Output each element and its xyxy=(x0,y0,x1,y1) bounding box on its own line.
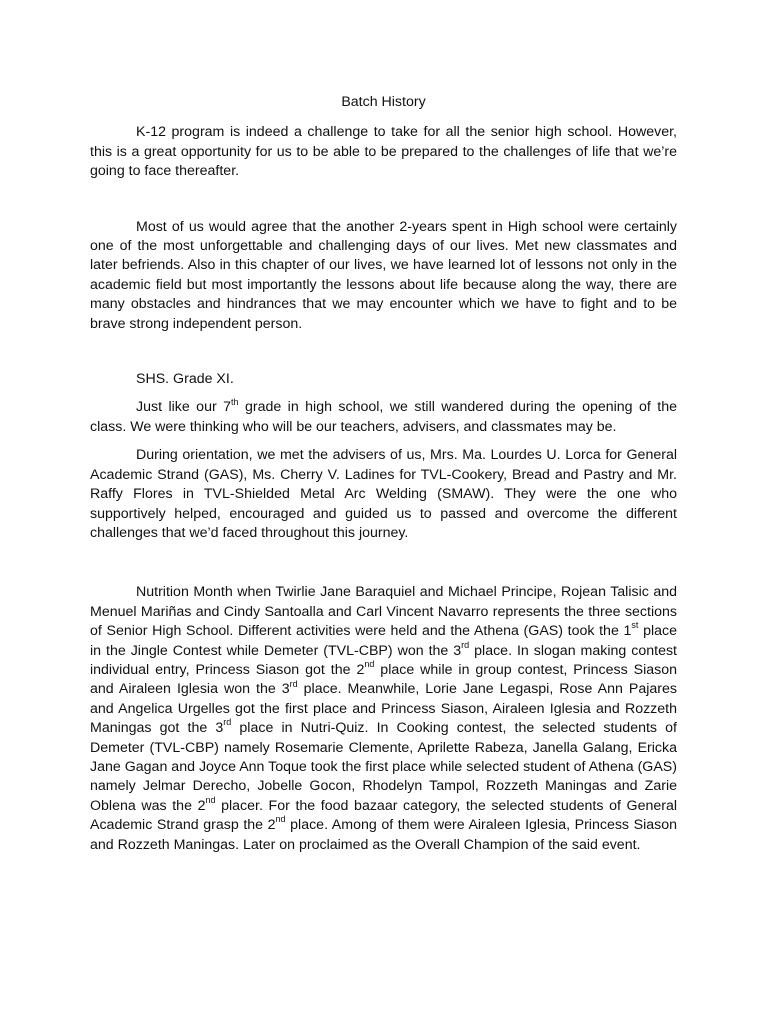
superscript: th xyxy=(231,396,239,407)
spacer xyxy=(90,543,677,583)
document-page xyxy=(90,93,677,855)
spacer xyxy=(90,389,677,398)
superscript: nd xyxy=(364,659,375,670)
text-run: placer. For the food bazaar category, the selected students of General Academic Strand grasp the 2 xyxy=(90,797,678,834)
superscript: rd xyxy=(289,678,298,689)
document-title: Batch History xyxy=(341,94,426,110)
spacer xyxy=(90,437,677,446)
text-run: place in Nutri-Quiz. In Cooking contest, the selected students of Demeter (TVL-CBP) namely Rosemarie Clemente, Aprilette Rabeza, Janella Galang, Ericka Jane Gagan and Joyce Ann Toque took the first place while selected student of Athena (GAS) namely Jelmar Derecho, Jobelle Gocon, Rhodelyn Tampol, Rozzeth Maningas and Zarie Oblena was the 2 xyxy=(90,720,677,814)
text-run: place while in group contest, Princess Siason and Airaleen Iglesia won the 3 xyxy=(90,661,677,698)
superscript: nd xyxy=(205,795,216,806)
text-run: Just like our 7 xyxy=(136,399,232,416)
superscript: rd xyxy=(461,639,470,650)
paragraph-intro: K-12 program is indeed a challenge to take for all the senior high school. However, this is a great opportunity for us to be able to be prepared to the challenges of life that we’re going to face thereafter. xyxy=(90,124,677,180)
paragraph-grade-seven xyxy=(90,398,677,437)
text-run: Nutrition Month when Twirlie Jane Baraquiel and Michael Principe, Rojean Talisic and Menuel Mariñas and Cindy Santoalla and Carl Vincent Navarro represents the three sections of Senior High School. Different activities were held and the Athena (GAS) took the 1 xyxy=(90,584,677,640)
section-heading: SHS. Grade XI. xyxy=(136,371,234,388)
paragraph-nutrition-month xyxy=(90,583,677,855)
paragraph-orientation: During orientation, we met the advisers of us, Mrs. Ma. Lourdes U. Lorca for General Academic Strand (GAS), Ms. Cherry V. Ladines for TVL-Cookery, Bread and Pastry and Mr. Raffy Flores in TVL-Shielded Metal Arc Welding (SMAW). They were the one who supportively helped, encouraged and guided us to passed and overcome the different challenges that we’d faced throughout this journey. xyxy=(90,447,677,541)
paragraph-high-school: Most of us would agree that the another 2-years spent in High school were certainly one of the most unforgettable and challenging days of our lives. Met new classmates and later befriends. Also in this chapter of our lives, we have learned lot of lessons not only in the academic field but most importantly the lessons about life because along the way, there are many obstacles and hindrances that we may encounter which we have to fight and to be brave strong independent person. xyxy=(90,218,677,332)
text-run: place. Among of them were Airaleen Iglesia, Princess Siason and Rozzeth Maningas. Later on proclaimed as the Overall Champion of the said event. xyxy=(90,817,677,853)
text-run: place. In slogan making contest individual entry, Princess Siason got the 2 xyxy=(90,642,677,678)
superscript: nd xyxy=(275,814,286,825)
text-run: grade in high school, we still wandered during the opening of the class. We were thinking who will be our teachers, advisers, and classmates may be. xyxy=(90,399,677,435)
spacer xyxy=(90,334,677,370)
superscript: st xyxy=(631,620,639,631)
superscript: rd xyxy=(223,717,232,728)
text-run: place in the Jingle Contest while Demeter (TVL-CBP) won the 3 xyxy=(90,623,677,659)
spacer xyxy=(90,182,677,218)
text-run: place. Meanwhile, Lorie Jane Legaspi, Rose Ann Pajares and Angelica Urgelles got the first place and Princess Siason, Airaleen Iglesia and Rozzeth Maningas got the 3 xyxy=(90,681,677,737)
